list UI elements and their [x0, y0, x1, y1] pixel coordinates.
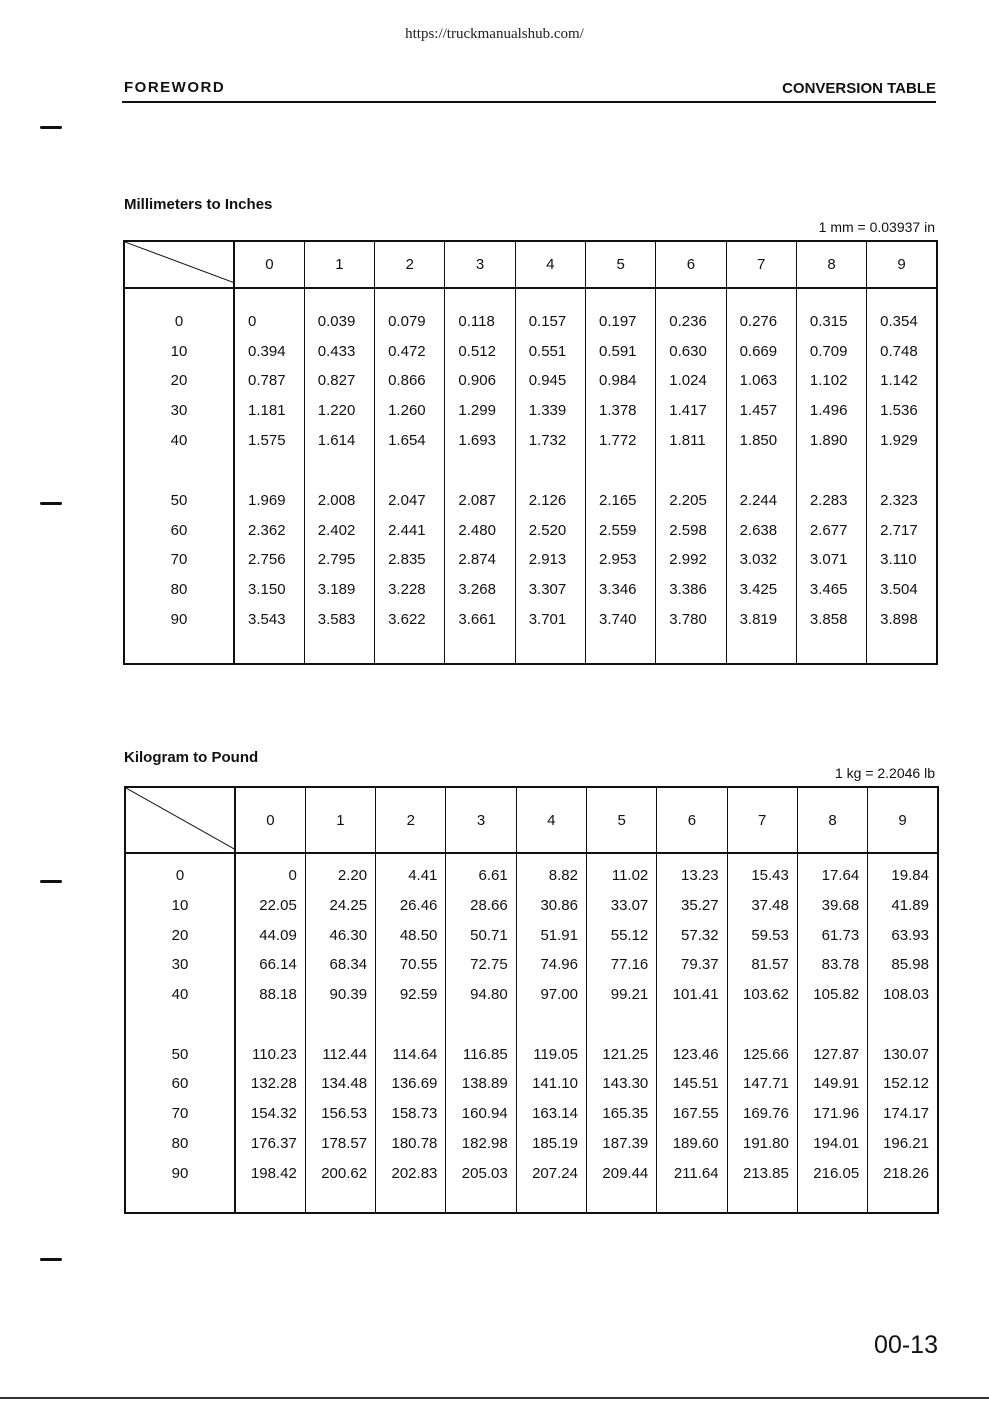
- mm-value-cell: 0.157: [515, 307, 585, 337]
- mm-column-header: 7: [726, 241, 796, 288]
- kg-value-cell: 46.30: [305, 920, 375, 950]
- mm-row-label: 90: [124, 604, 234, 634]
- kg-value-cell: 187.39: [586, 1129, 656, 1159]
- mm-value-cell: 1.536: [867, 396, 937, 426]
- mm-value-cell: 1.417: [656, 396, 726, 426]
- binding-mark: [40, 502, 62, 505]
- kg-table-row: [125, 920, 938, 950]
- mm-table-row: [124, 307, 937, 337]
- kg-value-cell: 48.50: [376, 920, 446, 950]
- kg-value-cell: 207.24: [516, 1158, 586, 1188]
- mm-table-row: [124, 366, 937, 396]
- kg-table-row: [125, 980, 938, 1010]
- mm-value-cell: 3.898: [867, 604, 937, 634]
- kg-value-cell: 174.17: [868, 1099, 938, 1129]
- mm-value-cell: 0.354: [867, 307, 937, 337]
- source-url: https://truckmanualshub.com/: [405, 26, 584, 42]
- kg-value-cell: 51.91: [516, 920, 586, 950]
- kg-value-cell: 6.61: [446, 861, 516, 891]
- kg-column-header: 7: [727, 787, 797, 853]
- mm-value-cell: 1.732: [515, 425, 585, 455]
- kg-value-cell: 57.32: [657, 920, 727, 950]
- kg-row-label: 0: [125, 861, 235, 891]
- mm-value-cell: 1.929: [867, 425, 937, 455]
- mm-value-cell: 0.197: [585, 307, 655, 337]
- kg-value-cell: 136.69: [376, 1069, 446, 1099]
- mm-value-cell: 1.142: [867, 366, 937, 396]
- kg-value-cell: 196.21: [868, 1129, 938, 1159]
- mm-value-cell: 2.520: [515, 516, 585, 546]
- mm-table-row: [124, 575, 937, 605]
- mm-value-cell: 2.717: [867, 516, 937, 546]
- kg-row-label: 70: [125, 1099, 235, 1129]
- kg-table-row: [125, 1069, 938, 1099]
- kg-value-cell: 61.73: [797, 920, 867, 950]
- kg-value-cell: 165.35: [586, 1099, 656, 1129]
- kg-value-cell: 145.51: [657, 1069, 727, 1099]
- kg-value-cell: 35.27: [657, 891, 727, 921]
- mm-column-header: 3: [445, 241, 515, 288]
- kg-value-cell: 218.26: [868, 1158, 938, 1188]
- mm-corner-cell: [124, 241, 234, 288]
- kg-value-cell: 194.01: [797, 1129, 867, 1159]
- kg-value-cell: 88.18: [235, 980, 305, 1010]
- kg-value-cell: 4.41: [376, 861, 446, 891]
- kg-value-cell: 74.96: [516, 950, 586, 980]
- diagonal-line-icon: [126, 788, 236, 854]
- mm-table-row: [124, 396, 937, 426]
- mm-value-cell: 2.323: [867, 486, 937, 516]
- kg-value-cell: 132.28: [235, 1069, 305, 1099]
- kg-value-cell: 169.76: [727, 1099, 797, 1129]
- spacer-row: [124, 288, 937, 307]
- kg-value-cell: 17.64: [797, 861, 867, 891]
- mm-value-cell: 2.638: [726, 516, 796, 546]
- mm-value-cell: 2.480: [445, 516, 515, 546]
- kg-row-label: 10: [125, 891, 235, 921]
- kg-value-cell: 8.82: [516, 861, 586, 891]
- mm-row-label: 50: [124, 486, 234, 516]
- mm-value-cell: 1.299: [445, 396, 515, 426]
- mm-row-label: 20: [124, 366, 234, 396]
- kg-value-cell: 176.37: [235, 1129, 305, 1159]
- kg-row-label: 90: [125, 1158, 235, 1188]
- mm-table-row: [124, 516, 937, 546]
- mm-row-label: 0: [124, 307, 234, 337]
- mm-row-label: 40: [124, 425, 234, 455]
- mm-value-cell: 0.906: [445, 366, 515, 396]
- mm-value-cell: 0.748: [867, 337, 937, 367]
- kg-value-cell: 15.43: [727, 861, 797, 891]
- mm-value-cell: 1.378: [585, 396, 655, 426]
- mm-column-header: 5: [585, 241, 655, 288]
- mm-value-cell: 0.551: [515, 337, 585, 367]
- kg-value-cell: 2.20: [305, 861, 375, 891]
- mm-value-cell: 0.039: [304, 307, 374, 337]
- mm-value-cell: 1.654: [375, 425, 445, 455]
- mm-value-cell: 1.969: [234, 486, 304, 516]
- mm-table-row: [124, 337, 937, 367]
- kg-value-cell: 101.41: [657, 980, 727, 1010]
- mm-value-cell: 3.032: [726, 545, 796, 575]
- kg-value-cell: 185.19: [516, 1129, 586, 1159]
- header-foreword: FOREWORD: [124, 79, 226, 96]
- kg-value-cell: 163.14: [516, 1099, 586, 1129]
- mm-value-cell: 0: [234, 307, 304, 337]
- kg-row-label: 50: [125, 1039, 235, 1069]
- kg-value-cell: 59.53: [727, 920, 797, 950]
- kg-value-cell: 99.21: [586, 980, 656, 1010]
- kg-value-cell: 72.75: [446, 950, 516, 980]
- mm-column-header: 4: [515, 241, 585, 288]
- kg-value-cell: 105.82: [797, 980, 867, 1010]
- kg-row-label: 80: [125, 1129, 235, 1159]
- mm-value-cell: 1.693: [445, 425, 515, 455]
- kg-table-row: [125, 1039, 938, 1069]
- kg-row-label: 60: [125, 1069, 235, 1099]
- kg-value-cell: 19.84: [868, 861, 938, 891]
- header-rule: [122, 101, 936, 103]
- mm-value-cell: 2.677: [796, 516, 866, 546]
- mm-value-cell: 3.622: [375, 604, 445, 634]
- mm-value-cell: 0.630: [656, 337, 726, 367]
- mm-value-cell: 2.283: [796, 486, 866, 516]
- mm-value-cell: 3.504: [867, 575, 937, 605]
- kg-value-cell: 0: [235, 861, 305, 891]
- mm-value-cell: 3.425: [726, 575, 796, 605]
- kg-table-row: [125, 1158, 938, 1188]
- mm-value-cell: 3.386: [656, 575, 726, 605]
- kg-value-cell: 116.85: [446, 1039, 516, 1069]
- kg-value-cell: 77.16: [586, 950, 656, 980]
- kg-value-cell: 50.71: [446, 920, 516, 950]
- kg-value-cell: 209.44: [586, 1158, 656, 1188]
- mm-value-cell: 1.850: [726, 425, 796, 455]
- mm-value-cell: 1.220: [304, 396, 374, 426]
- kg-column-header: 5: [586, 787, 656, 853]
- diagonal-line-icon: [125, 242, 235, 289]
- kg-table-row: [125, 1129, 938, 1159]
- mm-value-cell: 3.228: [375, 575, 445, 605]
- group-gap-row: [124, 455, 937, 486]
- mm-column-header: 8: [796, 241, 866, 288]
- binding-mark: [40, 126, 62, 129]
- kg-value-cell: 138.89: [446, 1069, 516, 1099]
- mm-value-cell: 3.819: [726, 604, 796, 634]
- kg-value-cell: 189.60: [657, 1129, 727, 1159]
- mm-header-row: [124, 241, 937, 288]
- kg-value-cell: 85.98: [868, 950, 938, 980]
- kg-value-cell: 160.94: [446, 1099, 516, 1129]
- kg-value-cell: 63.93: [868, 920, 938, 950]
- mm-column-header: 6: [656, 241, 726, 288]
- mm-value-cell: 3.150: [234, 575, 304, 605]
- mm-value-cell: 0.512: [445, 337, 515, 367]
- mm-to-inch-table: [123, 240, 938, 665]
- kg-value-cell: 130.07: [868, 1039, 938, 1069]
- mm-value-cell: 0.709: [796, 337, 866, 367]
- mm-value-cell: 3.189: [304, 575, 374, 605]
- mm-value-cell: 2.441: [375, 516, 445, 546]
- kg-value-cell: 152.12: [868, 1069, 938, 1099]
- mm-row-label: 70: [124, 545, 234, 575]
- kg-value-cell: 191.80: [727, 1129, 797, 1159]
- spacer-row: [125, 1188, 938, 1213]
- kg-value-cell: 147.71: [727, 1069, 797, 1099]
- mm-value-cell: 3.071: [796, 545, 866, 575]
- mm-value-cell: 1.260: [375, 396, 445, 426]
- mm-value-cell: 3.307: [515, 575, 585, 605]
- kg-value-cell: 81.57: [727, 950, 797, 980]
- mm-value-cell: 0.394: [234, 337, 304, 367]
- kg-value-cell: 198.42: [235, 1158, 305, 1188]
- mm-value-cell: 1.575: [234, 425, 304, 455]
- kg-row-label: 20: [125, 920, 235, 950]
- kg-value-cell: 94.80: [446, 980, 516, 1010]
- kg-row-label: 40: [125, 980, 235, 1010]
- kg-value-cell: 108.03: [868, 980, 938, 1010]
- mm-value-cell: 2.165: [585, 486, 655, 516]
- kg-table-row: [125, 1099, 938, 1129]
- kg-value-cell: 123.46: [657, 1039, 727, 1069]
- kg-value-cell: 156.53: [305, 1099, 375, 1129]
- kg-conversion-factor: 1 kg = 2.2046 lb: [834, 765, 935, 781]
- kg-value-cell: 41.89: [868, 891, 938, 921]
- kg-to-lb-table: [124, 786, 939, 1214]
- mm-column-header: 2: [375, 241, 445, 288]
- mm-value-cell: 3.465: [796, 575, 866, 605]
- mm-value-cell: 0.472: [375, 337, 445, 367]
- kg-value-cell: 11.02: [586, 861, 656, 891]
- mm-value-cell: 2.402: [304, 516, 374, 546]
- kg-value-cell: 125.66: [727, 1039, 797, 1069]
- kg-value-cell: 110.23: [235, 1039, 305, 1069]
- kg-column-header: 6: [657, 787, 727, 853]
- mm-value-cell: 3.858: [796, 604, 866, 634]
- mm-value-cell: 2.087: [445, 486, 515, 516]
- kg-value-cell: 127.87: [797, 1039, 867, 1069]
- kg-value-cell: 167.55: [657, 1099, 727, 1129]
- kg-header-row: [125, 787, 938, 853]
- kg-value-cell: 200.62: [305, 1158, 375, 1188]
- mm-value-cell: 0.433: [304, 337, 374, 367]
- mm-value-cell: 2.362: [234, 516, 304, 546]
- group-gap-row: [125, 1009, 938, 1039]
- kg-value-cell: 92.59: [376, 980, 446, 1010]
- mm-value-cell: 2.047: [375, 486, 445, 516]
- kg-value-cell: 103.62: [727, 980, 797, 1010]
- binding-mark: [40, 880, 62, 883]
- mm-value-cell: 2.835: [375, 545, 445, 575]
- kg-value-cell: 182.98: [446, 1129, 516, 1159]
- mm-value-cell: 0.866: [375, 366, 445, 396]
- mm-row-label: 60: [124, 516, 234, 546]
- mm-value-cell: 1.024: [656, 366, 726, 396]
- mm-row-label: 30: [124, 396, 234, 426]
- kg-value-cell: 119.05: [516, 1039, 586, 1069]
- mm-table-row: [124, 425, 937, 455]
- mm-table-title: Millimeters to Inches: [124, 196, 273, 213]
- mm-value-cell: 0.787: [234, 366, 304, 396]
- kg-corner-cell: [125, 787, 235, 853]
- kg-value-cell: 205.03: [446, 1158, 516, 1188]
- kg-value-cell: 22.05: [235, 891, 305, 921]
- kg-column-header: 8: [797, 787, 867, 853]
- kg-value-cell: 134.48: [305, 1069, 375, 1099]
- kg-value-cell: 211.64: [657, 1158, 727, 1188]
- mm-value-cell: 2.874: [445, 545, 515, 575]
- mm-value-cell: 1.181: [234, 396, 304, 426]
- kg-value-cell: 216.05: [797, 1158, 867, 1188]
- kg-column-header: 9: [868, 787, 938, 853]
- kg-row-label: 30: [125, 950, 235, 980]
- kg-value-cell: 70.55: [376, 950, 446, 980]
- mm-value-cell: 0.669: [726, 337, 796, 367]
- kg-column-header: 2: [376, 787, 446, 853]
- kg-table-row: [125, 861, 938, 891]
- kg-value-cell: 90.39: [305, 980, 375, 1010]
- kg-value-cell: 171.96: [797, 1099, 867, 1129]
- mm-value-cell: 3.543: [234, 604, 304, 634]
- mm-value-cell: 1.890: [796, 425, 866, 455]
- mm-value-cell: 2.992: [656, 545, 726, 575]
- footer-rule: [0, 1397, 989, 1399]
- mm-value-cell: 1.496: [796, 396, 866, 426]
- kg-value-cell: 55.12: [586, 920, 656, 950]
- mm-value-cell: 2.953: [585, 545, 655, 575]
- mm-value-cell: 1.063: [726, 366, 796, 396]
- mm-row-label: 80: [124, 575, 234, 605]
- mm-column-header: 0: [234, 241, 304, 288]
- kg-value-cell: 114.64: [376, 1039, 446, 1069]
- mm-value-cell: 2.913: [515, 545, 585, 575]
- kg-value-cell: 28.66: [446, 891, 516, 921]
- mm-table-row: [124, 486, 937, 516]
- kg-value-cell: 24.25: [305, 891, 375, 921]
- kg-value-cell: 39.68: [797, 891, 867, 921]
- kg-value-cell: 112.44: [305, 1039, 375, 1069]
- kg-value-cell: 143.30: [586, 1069, 656, 1099]
- kg-value-cell: 83.78: [797, 950, 867, 980]
- mm-value-cell: 3.701: [515, 604, 585, 634]
- kg-value-cell: 30.86: [516, 891, 586, 921]
- mm-table-row: [124, 604, 937, 634]
- kg-value-cell: 66.14: [235, 950, 305, 980]
- kg-value-cell: 178.57: [305, 1129, 375, 1159]
- mm-value-cell: 0.079: [375, 307, 445, 337]
- mm-value-cell: 0.945: [515, 366, 585, 396]
- kg-value-cell: 68.34: [305, 950, 375, 980]
- mm-value-cell: 3.661: [445, 604, 515, 634]
- mm-column-header: 1: [304, 241, 374, 288]
- mm-value-cell: 0.827: [304, 366, 374, 396]
- mm-column-header: 9: [867, 241, 937, 288]
- kg-value-cell: 97.00: [516, 980, 586, 1010]
- kg-value-cell: 37.48: [727, 891, 797, 921]
- kg-value-cell: 121.25: [586, 1039, 656, 1069]
- kg-table-title: Kilogram to Pound: [124, 749, 259, 766]
- kg-column-header: 1: [305, 787, 375, 853]
- mm-value-cell: 2.756: [234, 545, 304, 575]
- mm-value-cell: 3.346: [585, 575, 655, 605]
- kg-value-cell: 33.07: [586, 891, 656, 921]
- page-number: 00-13: [874, 1331, 938, 1359]
- kg-column-header: 0: [235, 787, 305, 853]
- spacer-row: [124, 634, 937, 664]
- header-conversion-table: CONVERSION TABLE: [782, 80, 936, 97]
- kg-value-cell: 202.83: [376, 1158, 446, 1188]
- mm-value-cell: 2.559: [585, 516, 655, 546]
- mm-value-cell: 0.984: [585, 366, 655, 396]
- mm-value-cell: 1.772: [585, 425, 655, 455]
- kg-table-row: [125, 891, 938, 921]
- kg-value-cell: 26.46: [376, 891, 446, 921]
- mm-row-label: 10: [124, 337, 234, 367]
- kg-value-cell: 180.78: [376, 1129, 446, 1159]
- mm-value-cell: 3.268: [445, 575, 515, 605]
- mm-value-cell: 0.315: [796, 307, 866, 337]
- mm-table-row: [124, 545, 937, 575]
- kg-value-cell: 13.23: [657, 861, 727, 891]
- kg-column-header: 3: [446, 787, 516, 853]
- mm-value-cell: 2.008: [304, 486, 374, 516]
- kg-value-cell: 141.10: [516, 1069, 586, 1099]
- mm-value-cell: 1.457: [726, 396, 796, 426]
- kg-value-cell: 149.91: [797, 1069, 867, 1099]
- mm-value-cell: 2.126: [515, 486, 585, 516]
- kg-value-cell: 154.32: [235, 1099, 305, 1129]
- kg-column-header: 4: [516, 787, 586, 853]
- mm-value-cell: 2.244: [726, 486, 796, 516]
- mm-value-cell: 0.591: [585, 337, 655, 367]
- mm-conversion-factor: 1 mm = 0.03937 in: [818, 219, 935, 235]
- mm-value-cell: 1.102: [796, 366, 866, 396]
- kg-table-row: [125, 950, 938, 980]
- kg-value-cell: 44.09: [235, 920, 305, 950]
- mm-value-cell: 3.583: [304, 604, 374, 634]
- mm-value-cell: 2.598: [656, 516, 726, 546]
- mm-value-cell: 3.740: [585, 604, 655, 634]
- kg-value-cell: 79.37: [657, 950, 727, 980]
- mm-value-cell: 0.236: [656, 307, 726, 337]
- mm-value-cell: 1.614: [304, 425, 374, 455]
- kg-value-cell: 158.73: [376, 1099, 446, 1129]
- mm-value-cell: 0.118: [445, 307, 515, 337]
- mm-value-cell: 1.811: [656, 425, 726, 455]
- mm-value-cell: 2.205: [656, 486, 726, 516]
- mm-value-cell: 3.780: [656, 604, 726, 634]
- mm-value-cell: 1.339: [515, 396, 585, 426]
- binding-mark: [40, 1258, 62, 1261]
- mm-value-cell: 3.110: [867, 545, 937, 575]
- kg-value-cell: 213.85: [727, 1158, 797, 1188]
- mm-value-cell: 0.276: [726, 307, 796, 337]
- mm-value-cell: 2.795: [304, 545, 374, 575]
- spacer-row: [125, 853, 938, 861]
